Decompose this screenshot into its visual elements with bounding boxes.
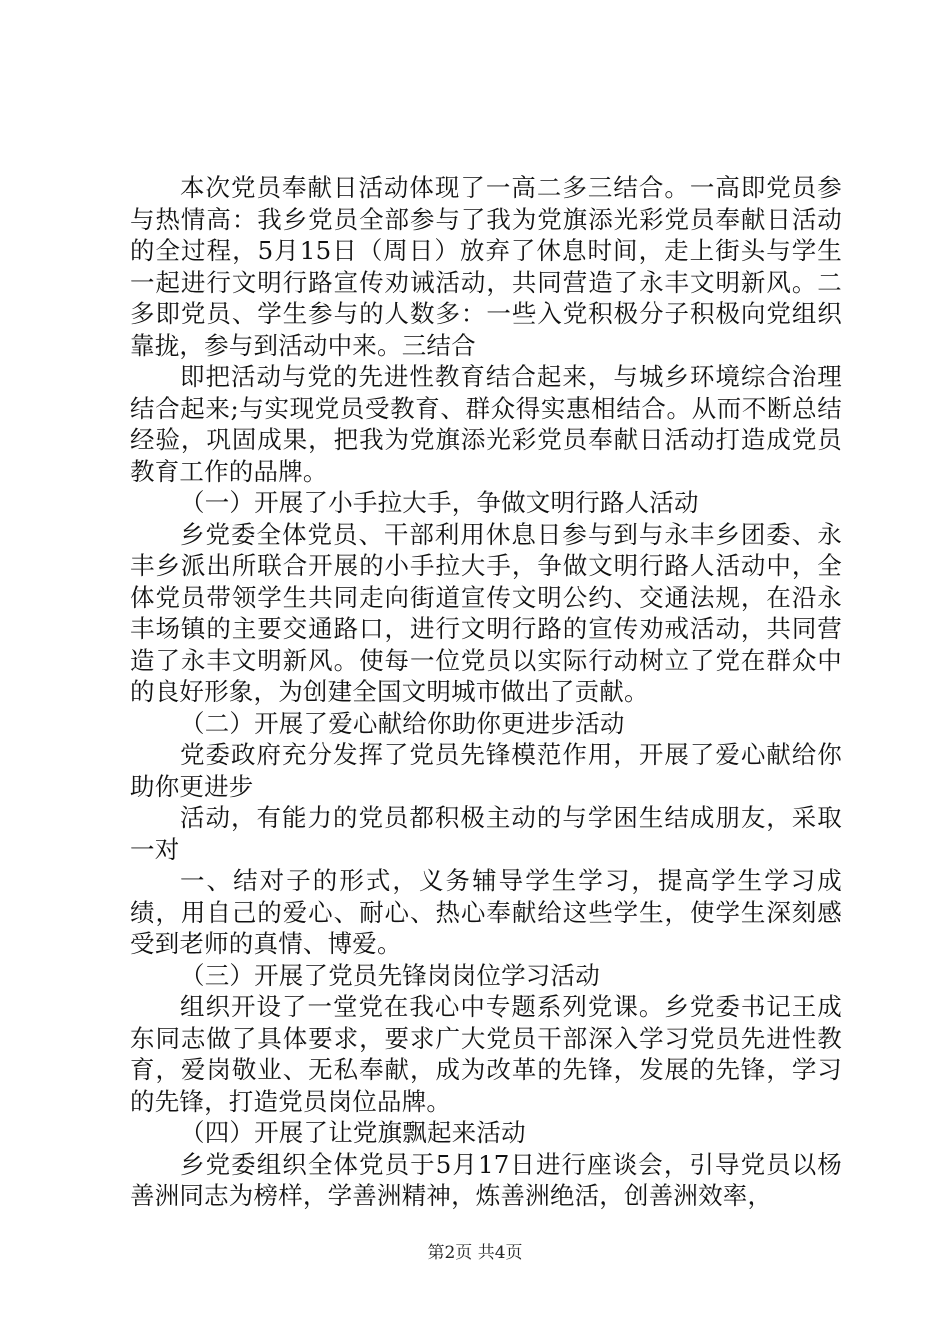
paragraph-combination: 即把活动与党的先进性教育结合起来，与城乡环境综合治理结合起来;与实现党员受教育、群众得实惠相结合。从而不断总结经验，巩固成果，把我为党旗添光彩党员奉献日活动打造成党员教育工作的品牌。 xyxy=(130,362,842,486)
page-footer: 第2页 共4页 xyxy=(427,1243,523,1263)
section-heading-3: （三）开展了党员先锋岗岗位学习活动 xyxy=(180,960,600,990)
section-heading-4: （四）开展了让党旗飘起来活动 xyxy=(180,1118,526,1147)
paragraph-summary: 本次党员奉献日活动体现了一高二多三结合。一高即党员参与热情高：我乡党员全部参与了我为党旗添光彩党员奉献日活动的全过程，5月15日（周日）放弃了休息时间，走上街头与学生一起进行文明行路宣传劝诫活动，共同营造了永丰文明新风。二多即党员、学生参与的人数多：一些入党积极分子积极向党组织靠拢，参与到活动中来。三结合 xyxy=(130,173,842,360)
section-heading-2: （二）开展了爱心献给你助你更进步活动 xyxy=(180,708,625,738)
paragraph-section-3: 组织开设了一堂党在我心中专题系列党课。乡党委书记王成东同志做了具体要求，要求广大党员干部深入学习党员先进性教育，爱岗敬业、无私奉献，成为改革的先锋，发展的先锋，学习的先锋，打造党员岗位品牌。 xyxy=(130,992,842,1116)
document-body xyxy=(130,172,842,1212)
paragraph-section-2a: 党委政府充分发挥了党员先锋模范作用，开展了爱心献给你助你更进步 xyxy=(130,740,842,801)
paragraph-section-2b: 活动，有能力的党员都积极主动的与学困生结成朋友，采取一对 xyxy=(130,803,842,864)
section-heading-1: （一）开展了小手拉大手，争做文明行路人活动 xyxy=(180,488,699,517)
paragraph-section-4: 乡党委组织全体党员于5月17日进行座谈会，引导党员以杨善洲同志为榜样，学善洲精神，炼善洲绝活，创善洲效率， xyxy=(130,1149,842,1210)
paragraph-section-1: 乡党委全体党员、干部利用休息日参与到与永丰乡团委、永丰乡派出所联合开展的小手拉大手，争做文明行路人活动中，全体党员带领学生共同走向街道宣传文明公约、交通法规，在沿永丰场镇的主要交通路口，进行文明行路的宣传劝戒活动，共同营造了永丰文明新风。使每一位党员以实际行动树立了党在群众中的良好形象，为创建全国文明城市做出了贡献。 xyxy=(130,519,842,706)
paragraph-section-2c: 一、结对子的形式，义务辅导学生学习，提高学生学习成绩，用自己的爱心、耐心、热心奉献给这些学生，使学生深刻感受到老师的真情、博爱。 xyxy=(130,866,842,958)
